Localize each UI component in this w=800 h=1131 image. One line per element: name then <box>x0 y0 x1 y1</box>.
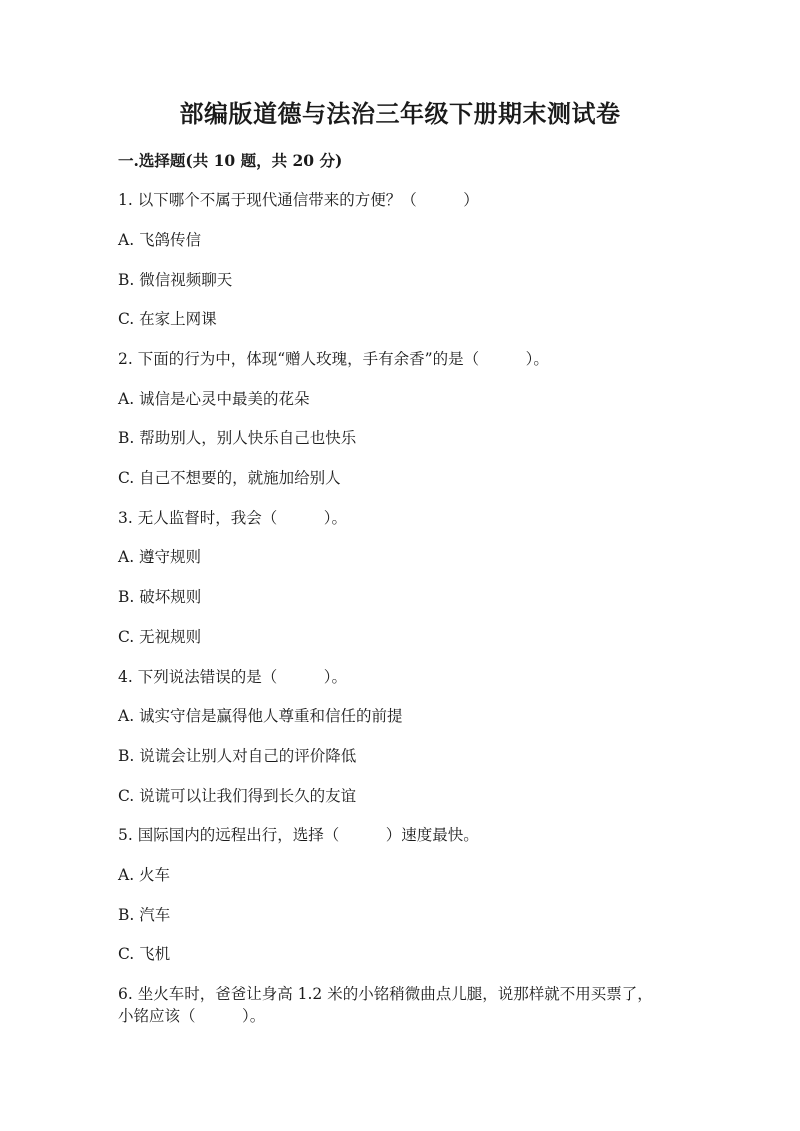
question-1-option-a: A. 飞鸽传信 <box>118 231 202 249</box>
question-5-option-a: A. 火车 <box>118 866 171 884</box>
question-4-option-c: C. 说谎可以让我们得到长久的友谊 <box>118 787 357 805</box>
question-4-option-a: A. 诚实守信是赢得他人尊重和信任的前提 <box>118 707 403 725</box>
page-title: 部编版道德与法治三年级下册期末测试卷 <box>179 99 621 128</box>
question-4-stem: 4. 下列说法错误的是（ ）。 <box>118 668 347 686</box>
question-6-stem-continued: 小铭应该（ ）。 <box>118 1007 266 1025</box>
question-5-option-c: C. 飞机 <box>118 945 171 963</box>
question-3-option-a: A. 遵守规则 <box>118 548 202 566</box>
question-2-option-b: B. 帮助别人，别人快乐自己也快乐 <box>118 429 357 447</box>
question-1-stem: 1. 以下哪个不属于现代通信带来的方便？（ ） <box>118 191 479 209</box>
question-2-option-a: A. 诚信是心灵中最美的花朵 <box>118 390 310 408</box>
question-3-stem: 3. 无人监督时，我会（ ）。 <box>118 509 347 527</box>
question-4-option-b: B. 说谎会让别人对自己的评价降低 <box>118 747 357 765</box>
question-3-option-c: C. 无视规则 <box>118 628 202 646</box>
question-5-option-b: B. 汽车 <box>118 906 171 924</box>
question-2-option-c: C. 自己不想要的，就施加给别人 <box>118 469 341 487</box>
question-6-stem: 6. 坐火车时，爸爸让身高 1.2 米的小铭稍微曲点儿腿，说那样就不用买票了， <box>118 985 653 1003</box>
question-2-stem: 2. 下面的行为中，体现“赠人玫瑰，手有余香”的是（ ）。 <box>118 350 549 368</box>
question-5-stem: 5. 国际国内的远程出行，选择（ ）速度最快。 <box>118 826 479 844</box>
question-1-option-c: C. 在家上网课 <box>118 310 217 328</box>
section-heading: 一.选择题(共 10 题，共 20 分) <box>118 151 343 170</box>
question-3-option-b: B. 破坏规则 <box>118 588 202 606</box>
question-1-option-b: B. 微信视频聊天 <box>118 271 233 289</box>
